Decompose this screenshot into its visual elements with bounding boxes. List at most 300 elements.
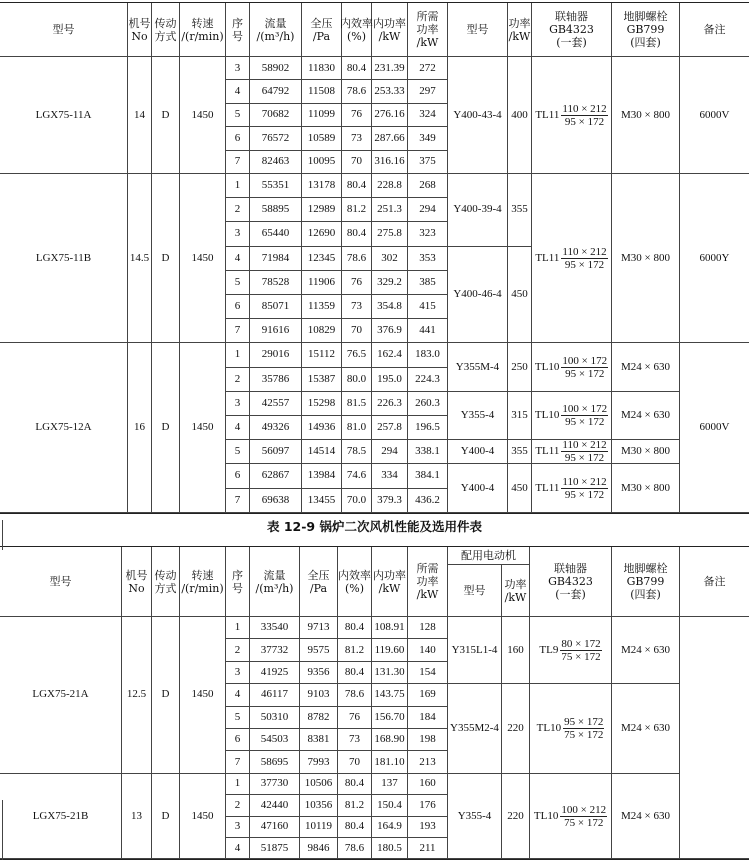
motor-model: Y400-4 <box>448 440 508 464</box>
row-seq: 3 <box>226 662 250 684</box>
coupling-fraction <box>561 246 607 271</box>
header-drive: 传动 方式 <box>152 547 180 617</box>
group-model: LGX75-11A <box>0 57 128 174</box>
row-seq: 7 <box>226 151 250 174</box>
row-required-power: 213 <box>408 751 448 773</box>
row-internal-power: 334 <box>372 464 408 488</box>
group-fan-no: 12.5 <box>122 617 152 774</box>
motor-bolt: M30 × 800 <box>612 464 680 512</box>
row-efficiency: 80.4 <box>342 57 372 80</box>
row-flow: 65440 <box>250 222 302 246</box>
coupling-spec <box>537 716 605 741</box>
row-flow: 82463 <box>250 151 302 174</box>
row-flow: 49326 <box>250 416 302 440</box>
row-internal-power: 131.30 <box>372 662 408 684</box>
row-seq: 5 <box>226 707 250 729</box>
row-efficiency: 80.4 <box>338 617 372 639</box>
fan-table-12-8 <box>0 2 749 514</box>
row-efficiency: 80.4 <box>338 817 372 838</box>
row-pressure: 11508 <box>302 80 342 103</box>
group-model: LGX75-21B <box>0 774 122 860</box>
row-flow: 50310 <box>250 707 300 729</box>
row-flow: 42557 <box>250 392 302 416</box>
coupling-fraction <box>563 716 604 741</box>
motor-power: 450 <box>508 247 532 344</box>
motor-coupling <box>532 464 612 512</box>
row-seq: 2 <box>226 795 250 816</box>
coupling-bottom: 95 × 172 <box>564 452 605 465</box>
coupling-type: TL10 <box>534 408 560 421</box>
row-efficiency: 76 <box>342 104 372 127</box>
row-seq: 4 <box>226 416 250 440</box>
motor-bolt: M24 × 630 <box>612 684 680 774</box>
row-efficiency: 80.4 <box>338 774 372 795</box>
row-required-power: 196.5 <box>408 416 448 440</box>
row-required-power: 128 <box>408 617 448 639</box>
header-motor-power: 功率 /kW <box>508 3 532 57</box>
row-flow: 70682 <box>250 104 302 127</box>
header-fan-no: 机号 No <box>128 3 152 57</box>
row-efficiency: 78.6 <box>338 838 372 859</box>
coupling-bottom: 75 × 172 <box>561 650 601 663</box>
row-efficiency: 80.4 <box>342 222 372 246</box>
coupling-type: TL9 <box>539 643 559 656</box>
row-required-power: 169 <box>408 684 448 706</box>
header-drive: 传动 方式 <box>152 3 180 57</box>
row-efficiency: 81.2 <box>338 795 372 816</box>
group-remark: 6000V <box>680 343 749 512</box>
coupling-spec <box>535 246 607 271</box>
coupling-top: 110 × 212 <box>562 439 607 452</box>
coupling-spec <box>534 804 607 829</box>
row-internal-power: 275.8 <box>372 222 408 246</box>
header-efficiency: 内效率 (%) <box>342 3 372 57</box>
row-pressure: 10095 <box>302 151 342 174</box>
row-flow: 69638 <box>250 489 302 513</box>
motor-model: Y400-4 <box>448 464 508 512</box>
row-efficiency: 81.5 <box>342 392 372 416</box>
row-required-power: 384.1 <box>408 464 448 488</box>
coupling-fraction <box>560 638 601 663</box>
row-flow: 58902 <box>250 57 302 80</box>
row-flow: 42440 <box>250 795 300 816</box>
header-fan-no: 机号 No <box>122 547 152 617</box>
header-model: 型号 <box>0 3 128 57</box>
coupling-bottom: 95 × 172 <box>564 488 605 501</box>
group-bolt: M30 × 800 <box>612 174 680 343</box>
row-seq: 6 <box>226 729 250 751</box>
coupling-top: 110 × 212 <box>562 245 607 258</box>
row-required-power: 268 <box>408 174 448 198</box>
row-flow: 56097 <box>250 440 302 464</box>
coupling-type: TL11 <box>535 251 560 264</box>
row-flow: 58895 <box>250 198 302 222</box>
group-speed: 1450 <box>180 174 226 343</box>
row-internal-power: 287.66 <box>372 127 408 150</box>
header-seq: 序 号 <box>226 547 250 617</box>
row-internal-power: 164.9 <box>372 817 408 838</box>
coupling-bottom: 95 × 172 <box>564 115 605 128</box>
row-internal-power: 180.5 <box>372 838 408 859</box>
row-pressure: 10589 <box>302 127 342 150</box>
row-internal-power: 276.16 <box>372 104 408 127</box>
coupling-top: 100 × 212 <box>561 803 607 816</box>
row-internal-power: 168.90 <box>372 729 408 751</box>
coupling-top: 80 × 172 <box>561 637 601 650</box>
row-pressure: 11906 <box>302 271 342 295</box>
row-efficiency: 70 <box>338 751 372 773</box>
row-internal-power: 137 <box>372 774 408 795</box>
coupling-bottom: 95 × 172 <box>565 367 605 380</box>
row-internal-power: 226.3 <box>372 392 408 416</box>
group-drive: D <box>152 617 180 774</box>
header-bolt: 地脚螺栓 GB799 (四套) <box>612 547 680 617</box>
header-flow: 流量 /(m³/h) <box>250 547 300 617</box>
coupling-fraction <box>561 403 608 428</box>
coupling-type: TL11 <box>535 445 560 458</box>
row-internal-power: 253.33 <box>372 80 408 103</box>
row-flow: 64792 <box>250 80 302 103</box>
group-speed: 1450 <box>180 57 226 174</box>
row-pressure: 12989 <box>302 198 342 222</box>
table-title: 表 12-9 锅炉二次风机性能及选用件表 <box>267 519 482 534</box>
header-speed: 转速 /(r/min) <box>180 3 226 57</box>
motor-coupling <box>530 617 612 684</box>
row-flow: 41925 <box>250 662 300 684</box>
row-efficiency: 80.4 <box>342 174 372 198</box>
header-speed: 转速 /(r/min) <box>180 547 226 617</box>
row-seq: 4 <box>226 838 250 859</box>
row-flow: 51875 <box>250 838 300 859</box>
motor-model: Y355M-4 <box>448 343 508 391</box>
coupling-type: TL10 <box>536 721 562 734</box>
row-required-power: 272 <box>408 57 448 80</box>
row-required-power: 294 <box>408 198 448 222</box>
row-pressure: 10356 <box>300 795 338 816</box>
motor-coupling <box>532 343 612 391</box>
motor-bolt: M24 × 630 <box>612 343 680 391</box>
row-pressure: 11359 <box>302 295 342 319</box>
margin-mark <box>2 520 3 550</box>
coupling-top: 100 × 172 <box>562 402 608 415</box>
coupling-bottom: 75 × 172 <box>564 816 604 829</box>
row-seq: 4 <box>226 80 250 103</box>
group-coupling <box>532 174 612 343</box>
header-internal-power: 内功率 /kW <box>372 547 408 617</box>
row-internal-power: 376.9 <box>372 319 408 343</box>
row-flow: 35786 <box>250 368 302 392</box>
row-pressure: 15298 <box>302 392 342 416</box>
row-internal-power: 228.8 <box>372 174 408 198</box>
group-fan-no: 13 <box>122 774 152 860</box>
row-required-power: 140 <box>408 639 448 661</box>
row-seq: 1 <box>226 617 250 639</box>
group-model: LGX75-21A <box>0 617 122 774</box>
motor-model: Y355-4 <box>448 392 508 440</box>
row-seq: 3 <box>226 57 250 80</box>
row-seq: 1 <box>226 174 250 198</box>
coupling-spec <box>535 403 608 428</box>
row-required-power: 385 <box>408 271 448 295</box>
motor-coupling <box>530 684 612 774</box>
group-drive: D <box>152 174 180 343</box>
row-seq: 2 <box>226 198 250 222</box>
coupling-fraction <box>561 439 607 464</box>
row-flow: 47160 <box>250 817 300 838</box>
row-required-power: 323 <box>408 222 448 246</box>
motor-model: Y315L1-4 <box>448 617 502 684</box>
row-efficiency: 78.6 <box>338 684 372 706</box>
motor-power: 220 <box>502 774 530 860</box>
row-efficiency: 81.0 <box>342 416 372 440</box>
group-fan-no: 14 <box>128 57 152 174</box>
row-required-power: 353 <box>408 247 448 271</box>
row-required-power: 211 <box>408 838 448 859</box>
row-pressure: 10829 <box>302 319 342 343</box>
row-internal-power: 251.3 <box>372 198 408 222</box>
row-required-power: 198 <box>408 729 448 751</box>
row-required-power: 183.0 <box>408 343 448 367</box>
row-internal-power: 150.4 <box>372 795 408 816</box>
coupling-top: 100 × 172 <box>562 354 608 367</box>
group-speed: 1450 <box>180 617 226 774</box>
row-flow: 37730 <box>250 774 300 795</box>
row-pressure: 9713 <box>300 617 338 639</box>
coupling-spec <box>535 476 607 501</box>
row-seq: 6 <box>226 464 250 488</box>
row-flow: 33540 <box>250 617 300 639</box>
row-seq: 4 <box>226 684 250 706</box>
header-motor-power: 功率 /kW <box>502 565 530 617</box>
group-speed: 1450 <box>180 343 226 512</box>
group-remark: 6000V <box>680 57 749 174</box>
row-internal-power: 316.16 <box>372 151 408 174</box>
motor-model: Y400-46-4 <box>448 247 508 344</box>
row-internal-power: 195.0 <box>372 368 408 392</box>
row-efficiency: 78.6 <box>342 247 372 271</box>
row-internal-power: 257.8 <box>372 416 408 440</box>
coupling-bottom: 95 × 172 <box>564 258 605 271</box>
motor-coupling <box>530 774 612 860</box>
motor-bolt: M30 × 800 <box>612 57 680 174</box>
row-internal-power: 294 <box>372 440 408 464</box>
coupling-top: 110 × 212 <box>562 102 607 115</box>
coupling-bottom: 95 × 172 <box>565 415 605 428</box>
coupling-spec <box>535 103 607 128</box>
motor-power: 315 <box>508 392 532 440</box>
row-pressure: 13178 <box>302 174 342 198</box>
motor-bolt: M24 × 630 <box>612 617 680 684</box>
row-pressure: 12690 <box>302 222 342 246</box>
row-internal-power: 329.2 <box>372 271 408 295</box>
motor-coupling <box>532 440 612 464</box>
header-coupling: 联轴器 GB4323 (一套) <box>530 547 612 617</box>
motor-coupling <box>532 57 612 174</box>
motor-model: Y355M2-4 <box>448 684 502 774</box>
row-seq: 4 <box>226 247 250 271</box>
row-required-power: 436.2 <box>408 489 448 513</box>
row-internal-power: 162.4 <box>372 343 408 367</box>
row-pressure: 14514 <box>302 440 342 464</box>
coupling-fraction <box>561 103 607 128</box>
coupling-top: 95 × 172 <box>564 715 604 728</box>
header-required-power: 所需 功率 /kW <box>408 3 448 57</box>
row-internal-power: 354.8 <box>372 295 408 319</box>
row-required-power: 324 <box>408 104 448 127</box>
motor-power: 355 <box>508 174 532 247</box>
row-seq: 7 <box>226 319 250 343</box>
coupling-spec <box>535 355 608 380</box>
row-efficiency: 70.0 <box>342 489 372 513</box>
coupling-type: TL10 <box>534 360 560 373</box>
header-efficiency: 内效率 (%) <box>338 547 372 617</box>
row-pressure: 13455 <box>302 489 342 513</box>
coupling-top: 110 × 212 <box>562 475 607 488</box>
row-efficiency: 70 <box>342 151 372 174</box>
header-bolt: 地脚螺栓 GB799 (四套) <box>612 3 680 57</box>
motor-coupling <box>532 392 612 440</box>
header-motor-model: 型号 <box>448 565 502 617</box>
row-efficiency: 81.2 <box>338 639 372 661</box>
row-seq: 5 <box>226 440 250 464</box>
row-pressure: 8381 <box>300 729 338 751</box>
header-model: 型号 <box>0 547 122 617</box>
row-required-power: 349 <box>408 127 448 150</box>
header-remark: 备注 <box>680 3 749 57</box>
row-required-power: 375 <box>408 151 448 174</box>
group-model: LGX75-11B <box>0 174 128 343</box>
row-pressure: 10119 <box>300 817 338 838</box>
row-efficiency: 73 <box>342 127 372 150</box>
row-seq: 6 <box>226 127 250 150</box>
group-speed: 1450 <box>180 774 226 860</box>
row-seq: 2 <box>226 639 250 661</box>
row-internal-power: 231.39 <box>372 57 408 80</box>
row-internal-power: 108.91 <box>372 617 408 639</box>
row-pressure: 9846 <box>300 838 338 859</box>
row-flow: 78528 <box>250 271 302 295</box>
motor-model: Y355-4 <box>448 774 502 860</box>
row-flow: 76572 <box>250 127 302 150</box>
row-flow: 62867 <box>250 464 302 488</box>
header-coupling: 联轴器 GB4323 (一套) <box>532 3 612 57</box>
motor-power: 250 <box>508 343 532 391</box>
row-flow: 46117 <box>250 684 300 706</box>
motor-bolt: M30 × 800 <box>612 440 680 464</box>
motor-power: 400 <box>508 57 532 174</box>
coupling-bottom: 75 × 172 <box>564 728 604 741</box>
motor-bolt: M24 × 630 <box>612 392 680 440</box>
header-required-power: 所需 功率 /kW <box>408 547 448 617</box>
row-seq: 5 <box>226 271 250 295</box>
row-internal-power: 379.3 <box>372 489 408 513</box>
fan-table-12-9 <box>0 546 749 860</box>
motor-power: 220 <box>502 684 530 774</box>
coupling-fraction <box>561 476 607 501</box>
row-required-power: 441 <box>408 319 448 343</box>
row-required-power: 297 <box>408 80 448 103</box>
row-seq: 2 <box>226 368 250 392</box>
row-efficiency: 78.5 <box>342 440 372 464</box>
header-remark: 备注 <box>680 547 749 617</box>
header-flow: 流量 /(m³/h) <box>250 3 302 57</box>
group-remark: 6000Y <box>680 174 749 343</box>
group-drive: D <box>152 57 180 174</box>
row-required-power: 224.3 <box>408 368 448 392</box>
header-pressure: 全压 /Pa <box>300 547 338 617</box>
motor-power: 355 <box>508 440 532 464</box>
row-required-power: 154 <box>408 662 448 684</box>
row-required-power: 415 <box>408 295 448 319</box>
row-seq: 3 <box>226 817 250 838</box>
row-flow: 55351 <box>250 174 302 198</box>
row-efficiency: 76 <box>338 707 372 729</box>
row-efficiency: 73 <box>338 729 372 751</box>
row-seq: 3 <box>226 392 250 416</box>
row-pressure: 14936 <box>302 416 342 440</box>
header-motor-model: 型号 <box>448 3 508 57</box>
row-flow: 71984 <box>250 247 302 271</box>
coupling-fraction <box>560 804 607 829</box>
group-drive: D <box>152 774 180 860</box>
motor-bolt: M24 × 630 <box>612 774 680 860</box>
motor-model: Y400-39-4 <box>448 174 508 247</box>
row-seq: 5 <box>226 104 250 127</box>
row-internal-power: 181.10 <box>372 751 408 773</box>
row-flow: 91616 <box>250 319 302 343</box>
coupling-type: TL11 <box>535 108 560 121</box>
row-flow: 37732 <box>250 639 300 661</box>
row-flow: 58695 <box>250 751 300 773</box>
coupling-spec <box>539 638 601 663</box>
group-drive: D <box>152 343 180 512</box>
row-required-power: 176 <box>408 795 448 816</box>
group-fan-no: 14.5 <box>128 174 152 343</box>
group-fan-no: 16 <box>128 343 152 512</box>
row-pressure: 8782 <box>300 707 338 729</box>
row-required-power: 260.3 <box>408 392 448 416</box>
row-pressure: 11830 <box>302 57 342 80</box>
row-efficiency: 80.4 <box>338 662 372 684</box>
row-efficiency: 78.6 <box>342 80 372 103</box>
row-seq: 1 <box>226 774 250 795</box>
row-seq: 3 <box>226 222 250 246</box>
row-efficiency: 81.2 <box>342 198 372 222</box>
header-pressure: 全压 /Pa <box>302 3 342 57</box>
row-efficiency: 76.5 <box>342 343 372 367</box>
group-remark <box>680 617 749 859</box>
row-pressure: 9356 <box>300 662 338 684</box>
coupling-type: TL11 <box>535 481 560 494</box>
motor-power: 450 <box>508 464 532 512</box>
row-pressure: 12345 <box>302 247 342 271</box>
row-efficiency: 73 <box>342 295 372 319</box>
row-required-power: 160 <box>408 774 448 795</box>
header-internal-power: 内功率 /kW <box>372 3 408 57</box>
row-required-power: 338.1 <box>408 440 448 464</box>
row-seq: 7 <box>226 751 250 773</box>
margin-mark <box>2 800 3 860</box>
row-pressure: 15112 <box>302 343 342 367</box>
row-pressure: 9575 <box>300 639 338 661</box>
row-internal-power: 156.70 <box>372 707 408 729</box>
row-pressure: 10506 <box>300 774 338 795</box>
coupling-spec <box>535 439 607 464</box>
row-required-power: 193 <box>408 817 448 838</box>
header-seq: 序 号 <box>226 3 250 57</box>
row-internal-power: 143.75 <box>372 684 408 706</box>
row-flow: 54503 <box>250 729 300 751</box>
